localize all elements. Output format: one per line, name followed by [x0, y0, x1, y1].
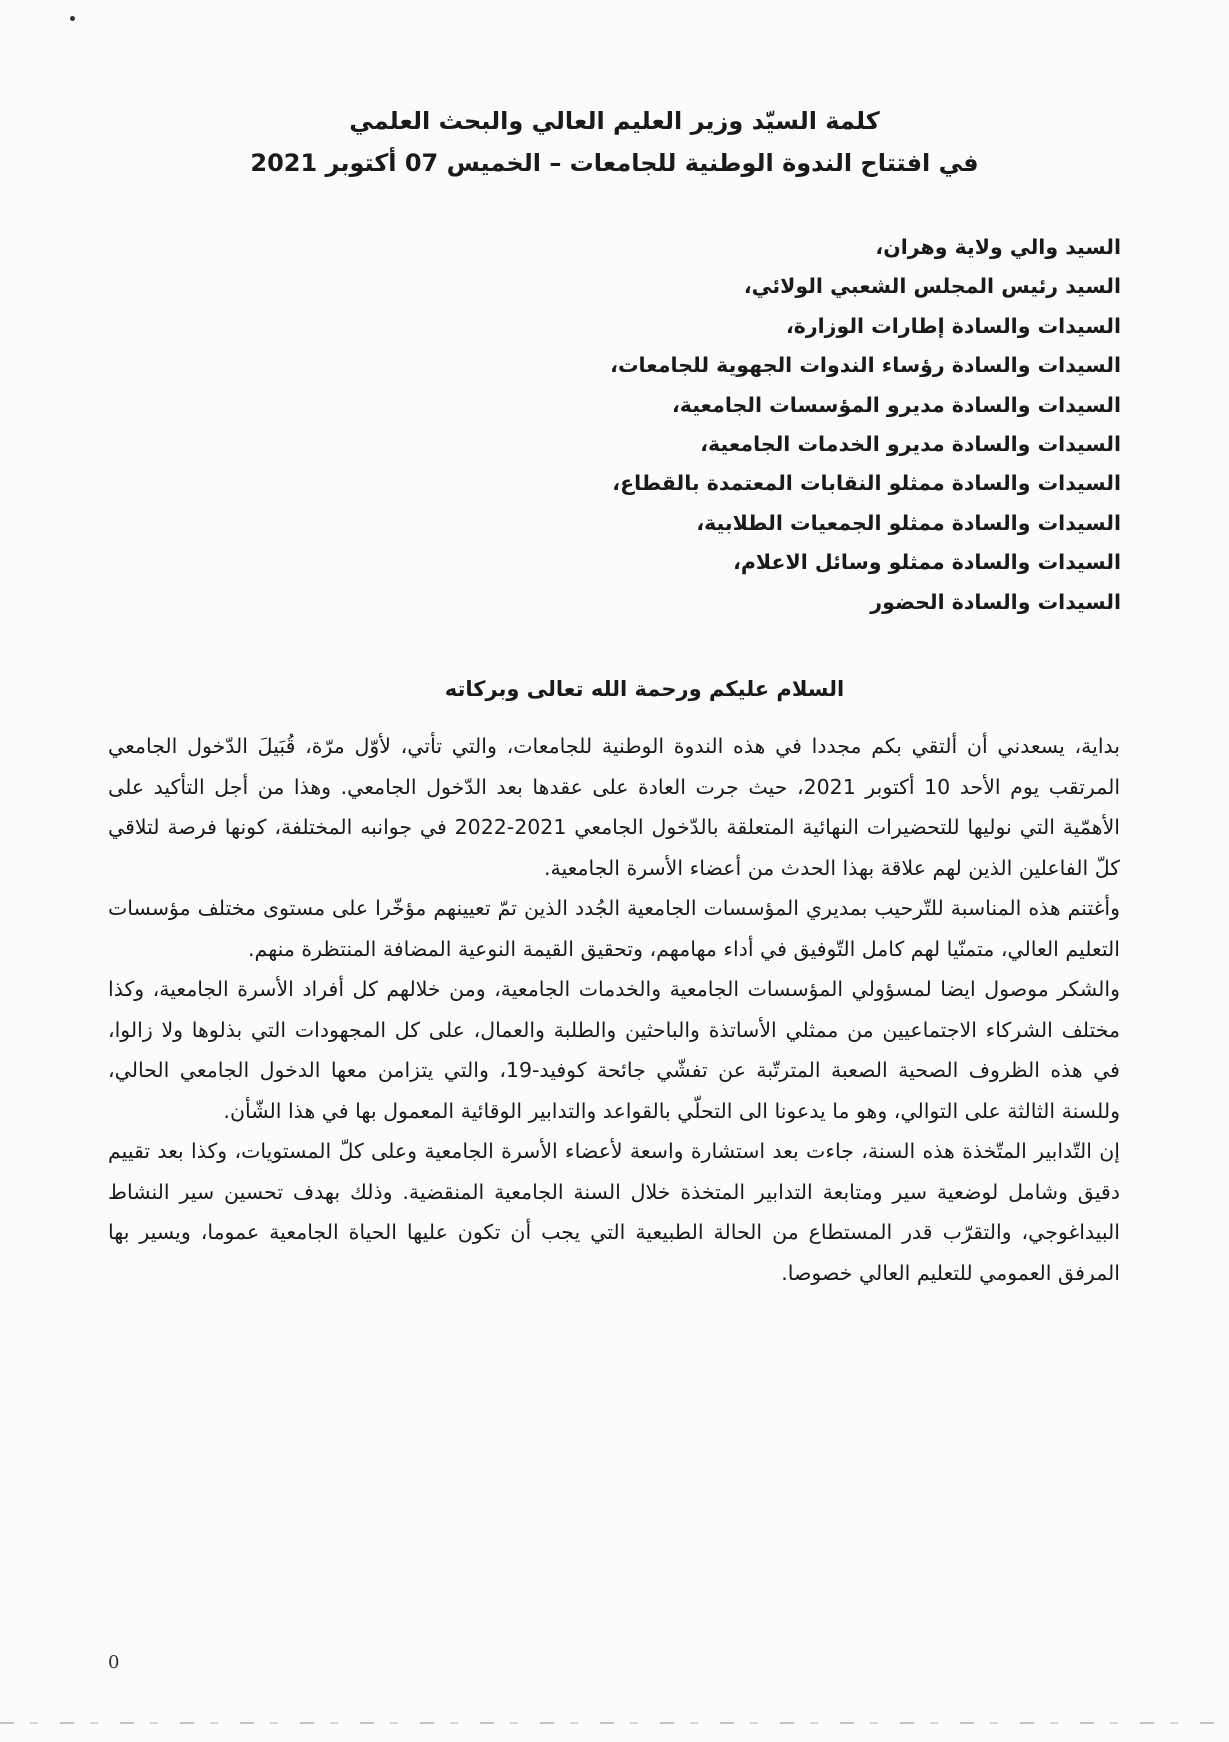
greeting-line: السيدات والسادة ممثلو النقابات المعتمدة بالقطاع، [612, 471, 1121, 496]
greetings-list [121, 228, 1121, 622]
greeting-line: السيدات والسادة الحضور [870, 589, 1121, 614]
title-line-1: كلمة السيّد وزير العليم العالي والبحث العلمي [349, 107, 880, 135]
greeting-line: السيد رئيس المجلس الشعبي الولائي، [743, 274, 1121, 299]
paragraph: إن التّدابير المتّخذة هذه السنة، جاءت بعد استشارة واسعة لأعضاء الأسرة الجامعية وعلى كلّ المستويات، وكذا بعد تقييم دقيق وشامل لوضعية سير ومتابعة التدابير المتخذة خلال السنة الجامعية المنقضية. وذلك بهدف تحسين سير النشاط البيداغوجي، والتقرّب قدر المستطاع من الحالة الطبيعية التي يجب أن تكون عليها الحياة الجامعية عموما، ويسير بها المرفق العمومي للتعليم العالي خصوصا. [108, 1139, 1120, 1285]
greeting-line: السيد والي ولاية وهران، [875, 235, 1121, 259]
greeting-line: السيدات والسادة ممثلو الجمعيات الطلابية، [696, 510, 1121, 535]
scan-dot-mark [70, 16, 75, 21]
scan-edge-artifact [0, 1722, 1229, 1724]
title-line-2: في افتتاح الندوة الوطنية للجامعات – الخميس 07 أكتوبر 2021 [250, 149, 979, 177]
page-number: 0 [108, 1652, 120, 1673]
salutation: السلام عليكم ورحمة الله تعالى وبركاته [444, 677, 845, 701]
greeting-line: السيدات والسادة مديرو المؤسسات الجامعية، [671, 392, 1121, 417]
greeting-line: السيدات والسادة ممثلو وسائل الاعلام، [733, 550, 1121, 575]
paragraph: والشكر موصول ايضا لمسؤولي المؤسسات الجامعية والخدمات الجامعية، ومن خلالهم كل أفراد الأسرة الجامعية، وكذا مختلف الشركاء الاجتماعيين من ممثلي الأساتذة والباحثين والطلبة والعمال، على كل المجهودات التي بذلوها ولا زالوا، في هذه الظروف الصحية الصعبة المترتّبة عن تفشّي جائحة كوفيد-19، والتي يتزامن معها الدخول الجامعي الحالي، وللسنة الثالثة على التوالي، وهو ما يدعونا الى التحلّي بالقواعد والتدابير الوقائية المعمول بها في هذا الشّأن. [108, 977, 1120, 1123]
greeting-line: السيدات والسادة رؤساء الندوات الجهوية للجامعات، [610, 353, 1121, 378]
greeting-line: السيدات والسادة إطارات الوزارة، [785, 313, 1121, 338]
document-title [0, 100, 1229, 184]
paragraph: وأغتنم هذه المناسبة للتّرحيب بمديري المؤسسات الجامعية الجُدد الذين تمّ تعيينهم مؤخّرا على مستوى مختلف مؤسسات التعليم العالي، متمنّيا لهم كامل التّوفيق في أداء مهامهم، وتحقيق القيمة النوعية المضافة المنتظرة منهم. [108, 896, 1120, 961]
speech-body [108, 726, 1120, 1293]
paragraph: بداية، يسعدني أن ألتقي بكم مجددا في هذه الندوة الوطنية للجامعات، والتي تأتي، لأوّل مرّة، قُبَيلَ الدّخول الجامعي المرتقب يوم الأحد 10 أكتوبر 2021، حيث جرت العادة على عقدها بعد الدّخول الجامعي. وهذا من أجل التأكيد على الأهمّية التي نوليها للتحضيرات النهائية المتعلقة بالدّخول الجامعي 2021-2022 في جوانبه المختلفة، كونها فرصة لتلاقي كلّ الفاعلين الذين لهم علاقة بهذا الحدث من أعضاء الأسرة الجامعية. [108, 734, 1121, 880]
greeting-line: السيدات والسادة مديرو الخدمات الجامعية، [700, 431, 1121, 456]
